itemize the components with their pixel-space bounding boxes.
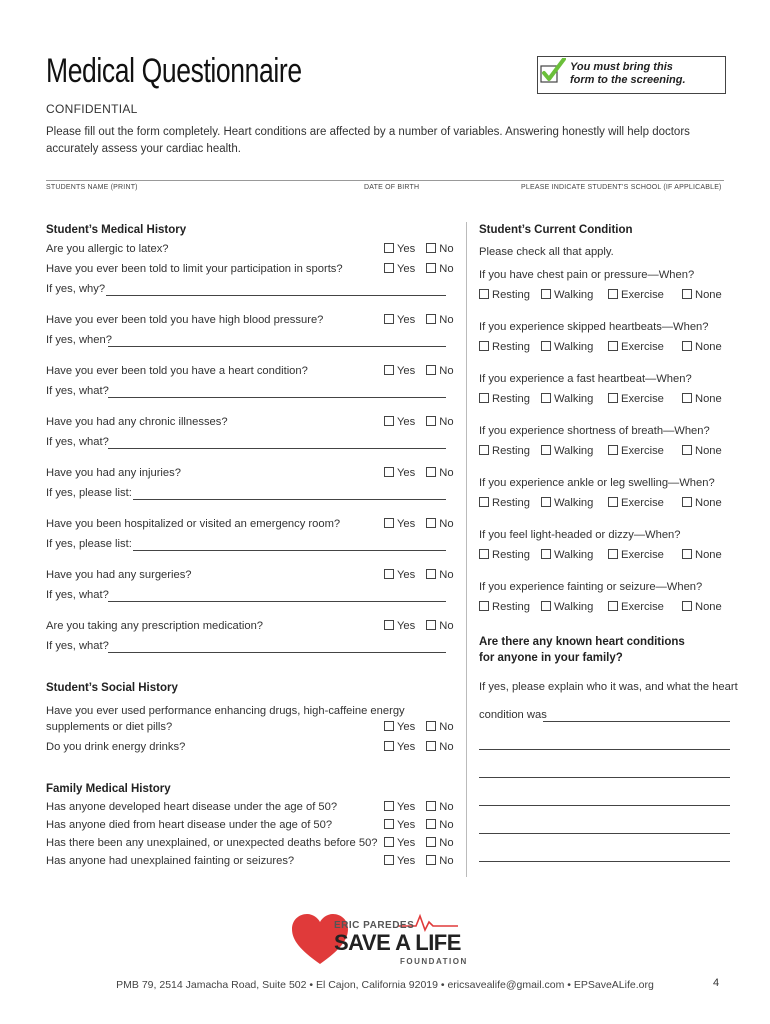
no-label: No bbox=[439, 416, 454, 428]
option-label: Walking bbox=[554, 549, 594, 561]
followup-label: If yes, please list: bbox=[46, 487, 132, 499]
yes-checkbox[interactable] bbox=[384, 855, 394, 865]
yes-label: Yes bbox=[397, 801, 416, 813]
yes-label: Yes bbox=[397, 518, 416, 530]
answer-line[interactable] bbox=[108, 601, 446, 602]
condition-option-walking[interactable] bbox=[541, 341, 593, 353]
checkbox[interactable] bbox=[479, 601, 489, 611]
question-enhancing-drugs: Have you ever used performance enhancing drugs, high-caffeine energy bbox=[46, 705, 405, 717]
option-label: Walking bbox=[554, 601, 594, 613]
answer-line[interactable] bbox=[108, 652, 446, 653]
no-checkbox[interactable] bbox=[426, 314, 436, 324]
option-label: Walking bbox=[554, 445, 594, 457]
logo-line-3: FOUNDATION bbox=[400, 957, 468, 966]
question-medication: Are you taking any prescription medication? bbox=[46, 620, 264, 632]
current-condition-heading: Student’s Current Condition bbox=[479, 224, 633, 236]
question-family-unexplained-deaths: Has there been any unexplained, or unexpected deaths before 50? bbox=[46, 837, 378, 849]
no-checkbox[interactable] bbox=[426, 416, 436, 426]
notice-line-1: You must bring this bbox=[570, 61, 673, 73]
checkbox[interactable] bbox=[479, 289, 489, 299]
condition-option-exercise[interactable] bbox=[608, 445, 664, 457]
answer-line[interactable] bbox=[543, 721, 730, 722]
yes-no-surgeries bbox=[384, 569, 454, 581]
condition-option-walking[interactable] bbox=[541, 445, 593, 457]
yes-label: Yes bbox=[397, 620, 416, 632]
no-label: No bbox=[439, 467, 454, 479]
followup-label: If yes, please list: bbox=[46, 538, 132, 550]
yes-no-sports bbox=[384, 263, 454, 275]
question-family-died: Has anyone died from heart disease under the age of 50? bbox=[46, 819, 333, 831]
yes-checkbox[interactable] bbox=[384, 243, 394, 253]
yes-label: Yes bbox=[397, 416, 416, 428]
no-label: No bbox=[439, 721, 454, 733]
question-family-fainting: Has anyone had unexplained fainting or seizures? bbox=[46, 855, 295, 867]
notice-line-2: form to the screening. bbox=[570, 74, 686, 86]
checkbox[interactable] bbox=[541, 341, 551, 351]
yes-checkbox[interactable] bbox=[384, 314, 394, 324]
yes-checkbox[interactable] bbox=[384, 819, 394, 829]
question-latex: Are you allergic to latex? bbox=[46, 243, 169, 255]
column-divider bbox=[466, 222, 467, 877]
no-label: No bbox=[439, 569, 454, 581]
condition-question: If you experience shortness of breath—When? bbox=[479, 425, 710, 437]
option-label: None bbox=[695, 393, 722, 405]
checkbox[interactable] bbox=[479, 341, 489, 351]
condition-option-resting[interactable] bbox=[479, 289, 530, 301]
yes-checkbox[interactable] bbox=[384, 620, 394, 630]
checkbox[interactable] bbox=[541, 445, 551, 455]
checkbox[interactable] bbox=[541, 393, 551, 403]
condition-question: If you experience fainting or seizure—When? bbox=[479, 581, 703, 593]
notice-text bbox=[570, 61, 686, 87]
page-title: Medical Questionnaire bbox=[46, 52, 302, 90]
question-surgeries: Have you had any surgeries? bbox=[46, 569, 192, 581]
yes-label: Yes bbox=[397, 741, 416, 753]
no-checkbox[interactable] bbox=[426, 855, 436, 865]
checkbox[interactable] bbox=[682, 393, 692, 403]
no-label: No bbox=[439, 837, 454, 849]
no-checkbox[interactable] bbox=[426, 837, 436, 847]
condition-question: If you have chest pain or pressure—When? bbox=[479, 269, 695, 281]
no-checkbox[interactable] bbox=[426, 819, 436, 829]
yes-no-family-unexplained-deaths bbox=[384, 837, 454, 849]
yes-no-hospitalized bbox=[384, 518, 454, 530]
answer-line[interactable] bbox=[479, 805, 730, 806]
no-checkbox[interactable] bbox=[426, 569, 436, 579]
condition-option-exercise[interactable] bbox=[608, 549, 664, 561]
yes-label: Yes bbox=[397, 263, 416, 275]
yes-checkbox[interactable] bbox=[384, 263, 394, 273]
medical-history-heading: Student’s Medical History bbox=[46, 224, 187, 236]
yes-no-injuries bbox=[384, 467, 454, 479]
no-checkbox[interactable] bbox=[426, 741, 436, 751]
condition-option-walking[interactable] bbox=[541, 289, 593, 301]
student-name-label: STUDENTS NAME (PRINT) bbox=[46, 184, 138, 191]
question-chronic-illness: Have you had any chronic illnesses? bbox=[46, 416, 228, 428]
condition-option-none[interactable] bbox=[682, 497, 722, 509]
question-enhancing-drugs-cont: supplements or diet pills? bbox=[46, 721, 173, 733]
option-label: Walking bbox=[554, 497, 594, 509]
answer-line[interactable] bbox=[106, 295, 446, 296]
answer-line[interactable] bbox=[479, 777, 730, 778]
no-label: No bbox=[439, 243, 454, 255]
no-checkbox[interactable] bbox=[426, 721, 436, 731]
no-label: No bbox=[439, 620, 454, 632]
yes-no-family-fainting bbox=[384, 855, 454, 867]
yes-no-enhancing-drugs bbox=[384, 721, 454, 733]
option-label: Exercise bbox=[621, 601, 664, 613]
yes-label: Yes bbox=[397, 819, 416, 831]
yes-checkbox[interactable] bbox=[384, 416, 394, 426]
no-label: No bbox=[439, 801, 454, 813]
followup-label: If yes, when? bbox=[46, 334, 112, 346]
no-checkbox[interactable] bbox=[426, 801, 436, 811]
yes-label: Yes bbox=[397, 314, 416, 326]
question-hospitalized: Have you been hospitalized or visited an emergency room? bbox=[46, 518, 341, 530]
footer-address: PMB 79, 2514 Jamacha Road, Suite 502 • El Cajon, California 92019 • ericsavealife@gmail.com • EPSaveALife.org bbox=[116, 979, 654, 991]
checkbox[interactable] bbox=[682, 601, 692, 611]
yes-no-medication bbox=[384, 620, 454, 632]
option-label: None bbox=[695, 549, 722, 561]
answer-line[interactable] bbox=[133, 550, 446, 551]
yes-checkbox[interactable] bbox=[384, 801, 394, 811]
answer-line[interactable] bbox=[108, 346, 446, 347]
yes-no-chronic-illness bbox=[384, 416, 454, 428]
checkbox[interactable] bbox=[479, 445, 489, 455]
option-label: Resting bbox=[492, 289, 530, 301]
followup-label: If yes, why? bbox=[46, 283, 106, 295]
answer-line[interactable] bbox=[479, 833, 730, 834]
yes-no-latex bbox=[384, 243, 454, 255]
yes-label: Yes bbox=[397, 837, 416, 849]
no-checkbox[interactable] bbox=[426, 620, 436, 630]
condition-question: If you feel light-headed or dizzy—When? bbox=[479, 529, 681, 541]
family-history-heading: Family Medical History bbox=[46, 783, 171, 795]
yes-no-energy-drinks bbox=[384, 741, 454, 753]
option-label: Resting bbox=[492, 497, 530, 509]
yes-no-family-heart-disease bbox=[384, 801, 454, 813]
yes-checkbox[interactable] bbox=[384, 518, 394, 528]
no-checkbox[interactable] bbox=[426, 243, 436, 253]
checkbox[interactable] bbox=[608, 497, 618, 507]
condition-option-walking[interactable] bbox=[541, 601, 593, 613]
checkbox[interactable] bbox=[479, 497, 489, 507]
condition-option-none[interactable] bbox=[682, 341, 722, 353]
option-label: Walking bbox=[554, 289, 594, 301]
option-label: Resting bbox=[492, 601, 530, 613]
condition-option-walking[interactable] bbox=[541, 393, 593, 405]
family-conditions-heading-2: for anyone in your family? bbox=[479, 652, 623, 664]
condition-option-none[interactable] bbox=[682, 393, 722, 405]
condition-option-exercise[interactable] bbox=[608, 497, 664, 509]
answer-line[interactable] bbox=[479, 749, 730, 750]
checkbox[interactable] bbox=[682, 549, 692, 559]
condition-option-exercise[interactable] bbox=[608, 601, 664, 613]
option-label: None bbox=[695, 445, 722, 457]
checkbox[interactable] bbox=[479, 549, 489, 559]
option-label: None bbox=[695, 497, 722, 509]
no-label: No bbox=[439, 518, 454, 530]
followup-label: If yes, what? bbox=[46, 436, 109, 448]
option-label: Exercise bbox=[621, 341, 664, 353]
option-label: Exercise bbox=[621, 445, 664, 457]
condition-option-exercise[interactable] bbox=[608, 341, 664, 353]
option-label: Exercise bbox=[621, 549, 664, 561]
option-label: Exercise bbox=[621, 497, 664, 509]
option-label: Walking bbox=[554, 341, 594, 353]
school-label: PLEASE INDICATE STUDENT’S SCHOOL (IF APPLICABLE) bbox=[521, 184, 722, 191]
yes-label: Yes bbox=[397, 365, 416, 377]
condition-option-walking[interactable] bbox=[541, 549, 593, 561]
followup-label: If yes, what? bbox=[46, 385, 109, 397]
yes-no-heart-condition bbox=[384, 365, 454, 377]
family-conditions-prompt: If yes, please explain who it was, and what the heart bbox=[479, 681, 738, 693]
option-label: None bbox=[695, 601, 722, 613]
checkbox[interactable] bbox=[682, 341, 692, 351]
no-label: No bbox=[439, 314, 454, 326]
yes-label: Yes bbox=[397, 569, 416, 581]
question-family-heart-disease: Has anyone developed heart disease under the age of 50? bbox=[46, 801, 338, 813]
checkbox[interactable] bbox=[541, 601, 551, 611]
no-label: No bbox=[439, 819, 454, 831]
option-label: Resting bbox=[492, 393, 530, 405]
yes-label: Yes bbox=[397, 467, 416, 479]
option-label: None bbox=[695, 341, 722, 353]
option-label: None bbox=[695, 289, 722, 301]
checkbox[interactable] bbox=[608, 601, 618, 611]
page-number: 4 bbox=[713, 977, 720, 989]
answer-line[interactable] bbox=[479, 861, 730, 862]
option-label: Resting bbox=[492, 341, 530, 353]
checkbox[interactable] bbox=[608, 445, 618, 455]
checkbox[interactable] bbox=[608, 393, 618, 403]
condition-option-resting[interactable] bbox=[479, 549, 530, 561]
option-label: Exercise bbox=[621, 393, 664, 405]
checkbox[interactable] bbox=[608, 341, 618, 351]
foundation-logo bbox=[290, 912, 490, 972]
student-info-line[interactable] bbox=[46, 180, 724, 181]
yes-checkbox[interactable] bbox=[384, 569, 394, 579]
no-label: No bbox=[439, 263, 454, 275]
followup-label: If yes, what? bbox=[46, 640, 109, 652]
question-blood-pressure: Have you ever been told you have high blood pressure? bbox=[46, 314, 324, 326]
condition-option-resting[interactable] bbox=[479, 445, 530, 457]
checkbox[interactable] bbox=[541, 497, 551, 507]
question-energy-drinks: Do you drink energy drinks? bbox=[46, 741, 186, 753]
question-sports: Have you ever been told to limit your participation in sports? bbox=[46, 263, 343, 275]
condition-question: If you experience skipped heartbeats—When? bbox=[479, 321, 709, 333]
condition-option-none[interactable] bbox=[682, 289, 722, 301]
logo-line-1: ERIC PAREDES bbox=[334, 920, 415, 931]
yes-label: Yes bbox=[397, 721, 416, 733]
option-label: Exercise bbox=[621, 289, 664, 301]
checkbox[interactable] bbox=[541, 289, 551, 299]
no-checkbox[interactable] bbox=[426, 467, 436, 477]
question-heart-condition: Have you ever been told you have a heart condition? bbox=[46, 365, 308, 377]
no-label: No bbox=[439, 365, 454, 377]
yes-checkbox[interactable] bbox=[384, 467, 394, 477]
checkbox[interactable] bbox=[608, 549, 618, 559]
answer-line[interactable] bbox=[133, 499, 446, 500]
family-conditions-heading-1: Are there any known heart conditions bbox=[479, 636, 685, 648]
option-label: Resting bbox=[492, 549, 530, 561]
yes-label: Yes bbox=[397, 855, 416, 867]
no-checkbox[interactable] bbox=[426, 365, 436, 375]
logo-line-2: SAVE A LIFE bbox=[334, 930, 461, 955]
option-label: Resting bbox=[492, 445, 530, 457]
condition-option-none[interactable] bbox=[682, 601, 722, 613]
no-label: No bbox=[439, 855, 454, 867]
intro-text: Please fill out the form completely. Heart conditions are affected by a number of variables. Answering honestly will help doctors accurately assess your cardiac health. bbox=[46, 126, 690, 155]
no-checkbox[interactable] bbox=[426, 263, 436, 273]
condition-option-resting[interactable] bbox=[479, 601, 530, 613]
condition-question: If you experience ankle or leg swelling—When? bbox=[479, 477, 715, 489]
social-history-heading: Student’s Social History bbox=[46, 682, 178, 694]
checkbox[interactable] bbox=[541, 549, 551, 559]
family-conditions-prompt-2: condition was bbox=[479, 709, 547, 721]
yes-checkbox[interactable] bbox=[384, 837, 394, 847]
condition-question: If you experience a fast heartbeat—When? bbox=[479, 373, 692, 385]
followup-label: If yes, what? bbox=[46, 589, 109, 601]
condition-option-none[interactable] bbox=[682, 445, 722, 457]
dob-label: DATE OF BIRTH bbox=[364, 184, 420, 191]
condition-option-exercise[interactable] bbox=[608, 289, 664, 301]
yes-label: Yes bbox=[397, 243, 416, 255]
yes-checkbox[interactable] bbox=[384, 365, 394, 375]
answer-line[interactable] bbox=[108, 397, 446, 398]
current-condition-instruction: Please check all that apply. bbox=[479, 246, 614, 258]
no-label: No bbox=[439, 741, 454, 753]
option-label: Walking bbox=[554, 393, 594, 405]
yes-checkbox[interactable] bbox=[384, 721, 394, 731]
yes-no-family-died bbox=[384, 819, 454, 831]
checkbox[interactable] bbox=[608, 289, 618, 299]
condition-option-resting[interactable] bbox=[479, 341, 530, 353]
condition-option-resting[interactable] bbox=[479, 393, 530, 405]
question-injuries: Have you had any injuries? bbox=[46, 467, 181, 479]
condition-option-resting[interactable] bbox=[479, 497, 530, 509]
checkbox[interactable] bbox=[682, 497, 692, 507]
condition-option-none[interactable] bbox=[682, 549, 722, 561]
checkmark-icon bbox=[540, 58, 566, 84]
condition-option-exercise[interactable] bbox=[608, 393, 664, 405]
checkbox[interactable] bbox=[479, 393, 489, 403]
no-checkbox[interactable] bbox=[426, 518, 436, 528]
checkbox[interactable] bbox=[682, 445, 692, 455]
yes-no-blood-pressure bbox=[384, 314, 454, 326]
yes-checkbox[interactable] bbox=[384, 741, 394, 751]
confidential-label: CONFIDENTIAL bbox=[46, 102, 138, 116]
checkbox[interactable] bbox=[682, 289, 692, 299]
condition-option-walking[interactable] bbox=[541, 497, 593, 509]
answer-line[interactable] bbox=[108, 448, 446, 449]
